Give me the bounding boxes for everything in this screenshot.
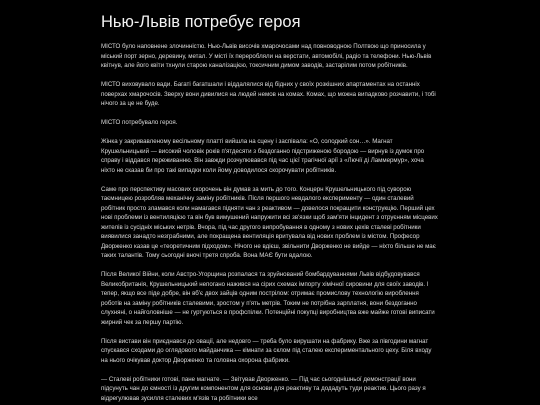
paragraph: Саме про перспективу масових скорочень він думав за мить до того. Концерн Крушельницького під суворою таємницею розробляв механічну заміну робітників. Після першого невдалого експерименту — один сталевий робітник просто зламався коли намагався підняти чан з реактивом — довелося покращити конструкцію. Перший цех нові проблеми із вентиляцією та він був вимушений напружити всі зв'язки щоб зам'яти інцидент з отруєнням місцевих жителів із сусідніх міських нетрів. Вчора, під час другого випробування в одному з нових цехів сталеві робітники виявилися занадто незграбними, але покращена вентиляція вритувала від нових проблем із містом. Професор Дворженко казав це «теоретичним підходом». Нічого не вдієш, звільнити Дворженко не вийде — ніхто більше не має таких талантів. Тому сьогодні вночі третя спроба. Вона МАЄ бути вдалою. [101,185,438,259]
article-body [101,42,439,405]
paragraph: Жінка у закривавленому весільному платті вийшла на сцену і заспівала: «О, солодкий сон…». Магнат Крушельницький — високий чоловік років п'ятдесяти з бездоганно підстриженою бородою — вирнув із думок про справу і віддався переживанню. Він завжди розчулювався під час цієї трагічної арії з «Лючії ді Ламмермур», хоча ніхто не сказав би про такі випадки коли йому доводилося скорочувати робітників. [101,138,425,174]
paragraph: — Сталеві робітники готові, пане магнате. — Звітував Дворженко. — Під час сьогоднішньої демонстрації вони підсунуть чан до ємності із другим компонентом для основи для реактиву та додадуть туди реактив. Цього разу я відрегулював зусилля сталевих м'язів та робітники все [101,375,426,402]
paragraph: МІСТО було наповнене злочинністю. Нью-Львів височів хмарочосами над повноводною Полтвою що приносила у міський порт зерно, деревину, метал. У місті їх переробляли на верстати, автомобілі, радіо та телефони. Нью-Львів квітнув, але його квіти тхнули старою каналізацією, токсичним димом заводів, застарілим потом робітників. [101,43,432,69]
page-title: Нью-Львів потребує героя [101,13,301,31]
paragraph: МІСТО потребувало героя. [101,119,178,126]
paragraph: МІСТО виховувало вади. Багаті багатшали і віддалялися від бідних у своїх розкішних апартаментах на останніх поверхах хмарочосів. Зверху вони дивилися на людей немов на комах. Комах, що можна випадково розчавити, і тобі нічого за це не буде. [101,81,436,107]
paragraph: Після вистави він приєднався до овації, але недовго — треба було вирушати на фабрику. Вже за півгодини магнат спускався сходами до оглядового майданчика — кімнати за склом під сталею експериментального цеху. Біля входу на нього очікував доктор Дворженко та головна охорона фабрики. [101,337,432,364]
paragraph: Після Великої Війни, коли Австро-Угорщина розпалася та зруйнований бомбардуваннями Львів відбудовувався Великобританія, Крушельницький непогано нажився на сірих схемах імпорту хімічної сировини для своїх заводів. І тепер, якщо все піде добре, він вб'є двох зайців одним пострілом: отримає промислову технологію вироблення роботів на заміну робітників сталевими, зростом у п'ять метрів. Токим не потрібна зарплатня, вони бездоганно слухняні, о найголовніше — не гуртуються в профспілки. Потенційні покупці виробництва вже майже готові виписати жирний чек за першу партію. [101,271,435,326]
